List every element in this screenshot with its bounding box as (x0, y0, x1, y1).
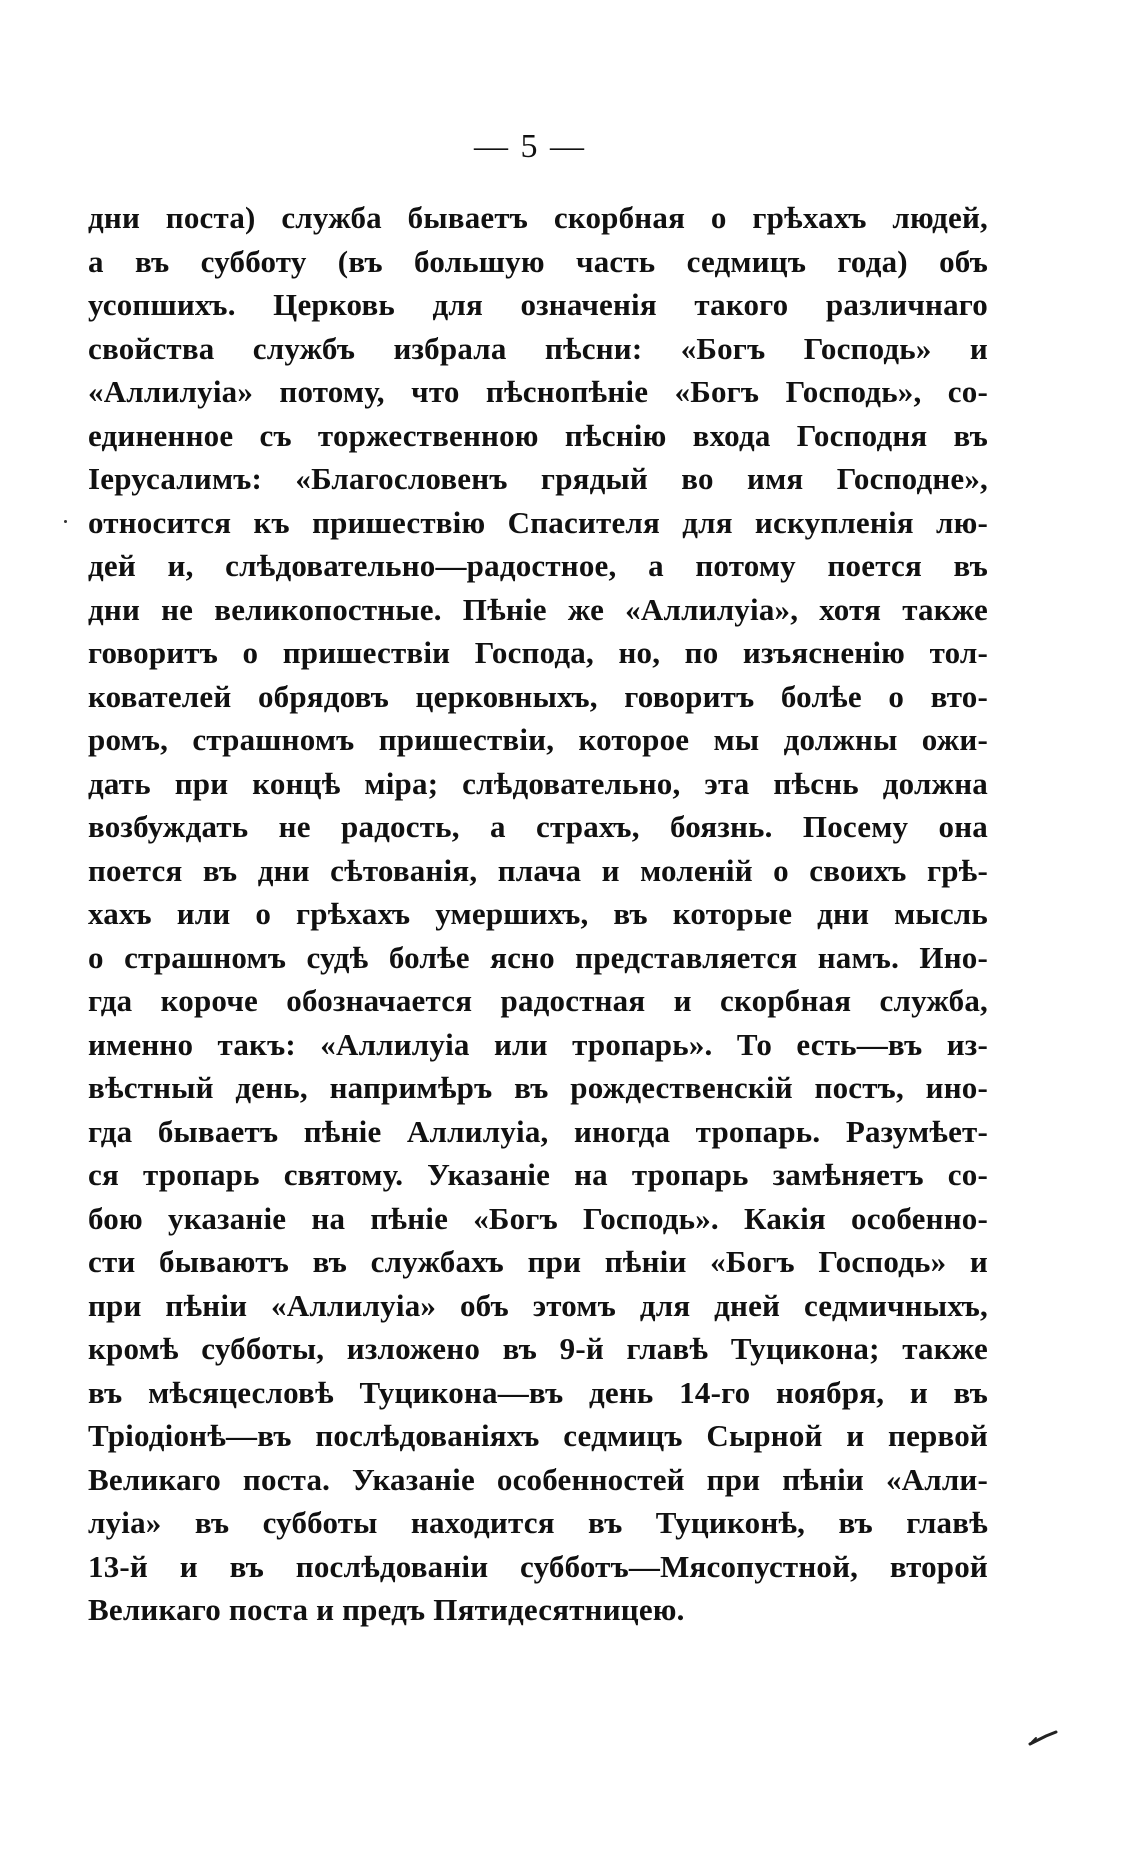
text-line: о страшномъ судѣ болѣе ясно представляется намъ. Ино- (88, 939, 988, 975)
text-line: кромѣ субботы, изложено въ 9-й главѣ Туцикона; также (88, 1331, 988, 1366)
text-line: вѣстный день, напримѣръ въ рождественскій постъ, ино- (88, 1070, 988, 1105)
text-line-last: Великаго поста и предъ Пятидесятницею. (88, 1592, 685, 1627)
text-line: Великаго поста. Указаніе особенностей при пѣніи «Алли- (88, 1461, 988, 1497)
text-line: при пѣніи «Аллилуіа» объ этомъ для дней седмичныхъ, (88, 1287, 988, 1323)
text-line: сти бываютъ въ службахъ при пѣніи «Богъ Господь» и (88, 1244, 988, 1279)
text-line: 13-й и въ послѣдованіи субботъ—Мясопустной, второй (88, 1548, 988, 1584)
text-line: гда короче обозначается радостная и скорбная служба, (88, 983, 988, 1018)
text-line: свойства службъ избрала пѣсни: «Богъ Господь» и (88, 330, 988, 366)
text-line: усопшихъ. Церковь для означенія такого различнаго (88, 287, 988, 322)
text-line: ся тропарь святому. Указаніе на тропарь замѣняетъ со- (88, 1157, 988, 1192)
text-line: дни не великопостные. Пѣніе же «Аллилуіа», хотя также (88, 591, 988, 627)
text-line: говоритъ о пришествіи Господа, но, по изъясненію тол- (88, 635, 988, 670)
text-line: дей и, слѣдовательно—радостное, а потому поется въ (88, 548, 988, 583)
margin-speck (64, 520, 67, 523)
text-line: бою указаніе на пѣніе «Богъ Господь». Какія особенно- (88, 1200, 988, 1236)
text-line: «Аллилуіа» потому, что пѣснопѣніе «Богъ Господь», со- (88, 374, 988, 409)
text-line: ромъ, страшномъ пришествіи, которое мы должны ожи- (88, 722, 988, 757)
text-line: а въ субботу (въ большую часть седмицъ года) объ (88, 243, 988, 279)
text-line: относится къ пришествію Спасителя для искупленія лю- (88, 504, 988, 540)
text-line: Іерусалимъ: «Благословенъ грядый во имя Господне», (88, 461, 988, 496)
text-line: гда бываетъ пѣніе Аллилуіа, иногда тропарь. Разумѣет- (88, 1113, 988, 1149)
body-text (88, 196, 988, 1632)
page-number: — 5 — (474, 128, 586, 165)
text-line: именно такъ: «Аллилуіа или тропарь». То есть—въ из- (88, 1026, 988, 1062)
text-line: поется въ дни сѣтованія, плача и моленій о своихъ грѣ- (88, 852, 988, 888)
text-line: единенное съ торжественною пѣснію входа Господня въ (88, 417, 988, 453)
text-line: возбуждать не радость, а страхъ, боязнь. Посему она (88, 809, 988, 844)
ink-mark-icon (1028, 1730, 1058, 1746)
text-line: дать при концѣ міра; слѣдовательно, эта пѣснь должна (88, 765, 988, 801)
text-line: дни поста) служба бываетъ скорбная о грѣхахъ людей, (88, 200, 988, 235)
text-line: луіа» въ субботы находится въ Туциконѣ, въ главѣ (88, 1505, 988, 1540)
text-line: хахъ или о грѣхахъ умершихъ, въ которые дни мысль (88, 896, 988, 931)
text-line: въ мѣсяцесловѣ Туцикона—въ день 14-го ноября, и въ (88, 1374, 988, 1410)
text-line: Тріодіонѣ—въ послѣдованіяхъ седмицъ Сырной и первой (88, 1418, 988, 1453)
text-line: кователей обрядовъ церковныхъ, говоритъ болѣе о вто- (88, 678, 988, 714)
